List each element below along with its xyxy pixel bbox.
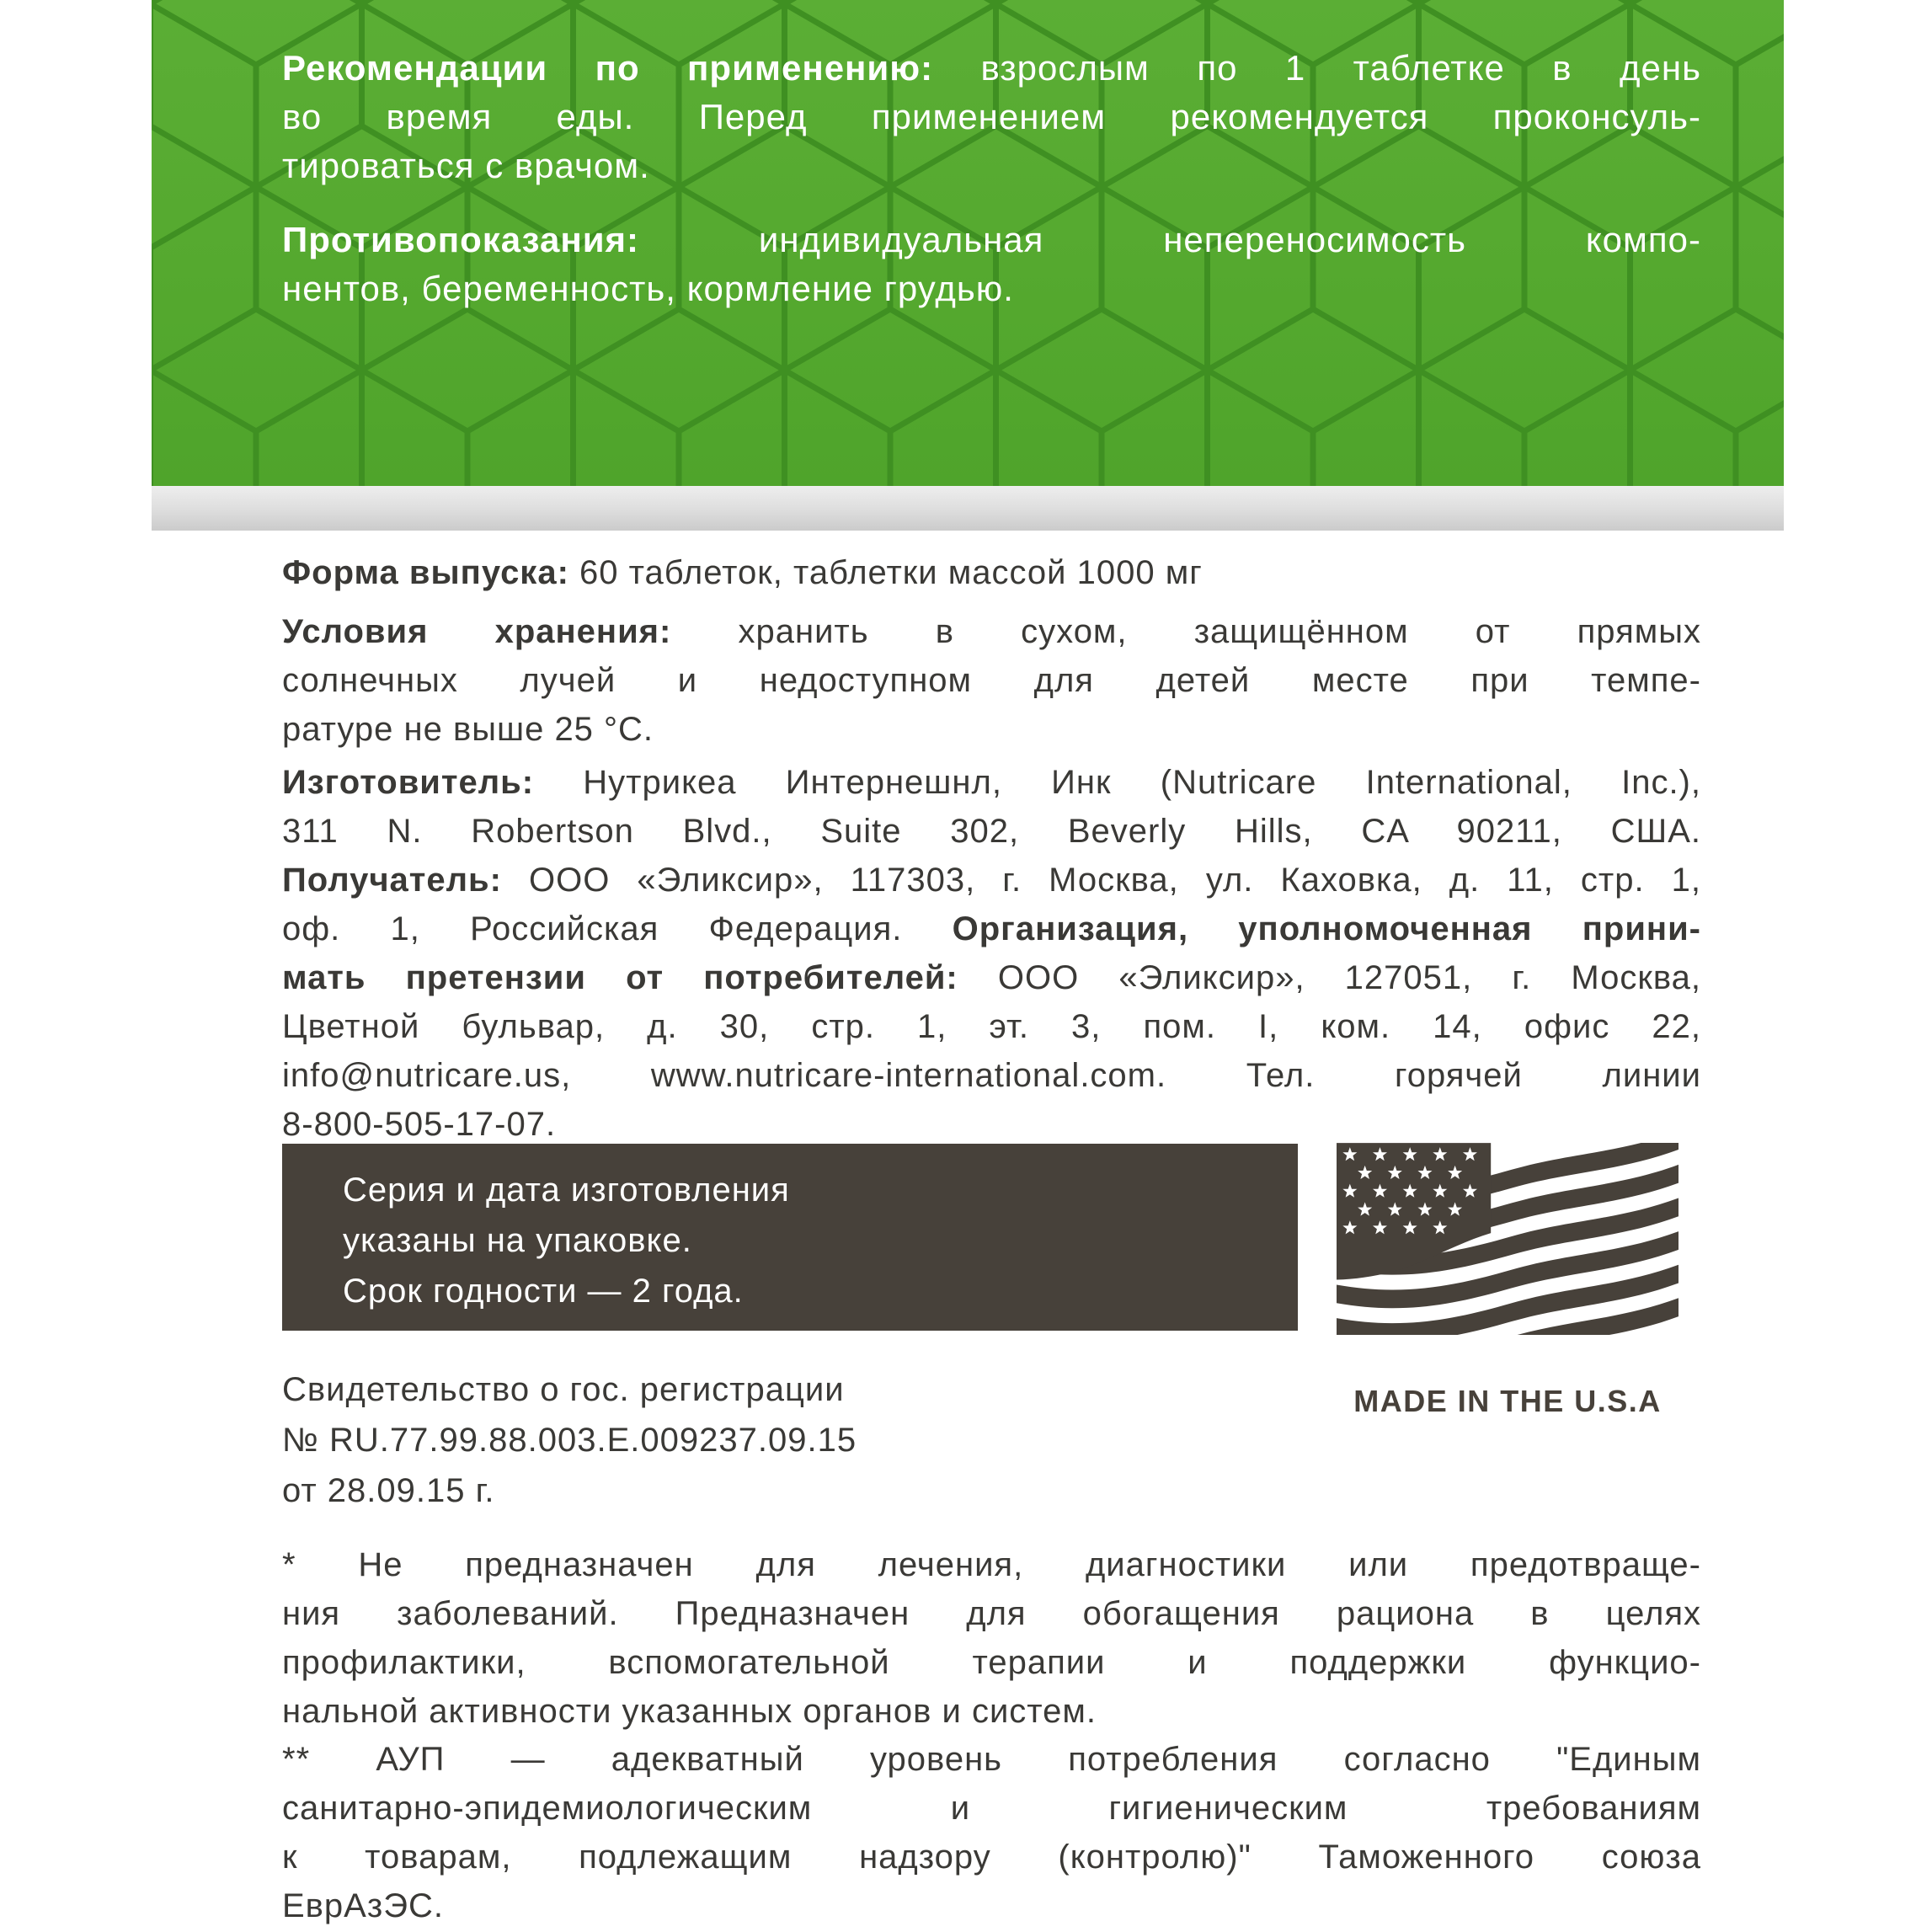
text-line: № RU.77.99.88.003.E.009237.09.15 xyxy=(282,1422,857,1459)
text-line: Форма выпуска: 60 таблеток, таблетки массой 1000 мг xyxy=(282,554,1203,591)
text-line: ния заболеваний. Предназначен для обогащения рациона в целях xyxy=(282,1595,1701,1632)
text-line: указаны на упаковке. xyxy=(343,1222,692,1259)
text-line: солнечных лучей и недоступном для детей месте при темпе- xyxy=(282,662,1701,699)
serial-info-text xyxy=(343,1165,1264,1316)
recommendations-paragraph xyxy=(282,44,1701,190)
made-in-usa-label: MADE IN THE U.S.A xyxy=(1353,1384,1662,1418)
text-line: оф. 1, Российская Федерация. Организация, уполномоченная прини- xyxy=(282,910,1701,947)
storage-conditions-paragraph xyxy=(282,607,1701,754)
text-line: во время еды. Перед применением рекомендуется проконсуль- xyxy=(282,97,1701,136)
text-line: нальной активности указанных органов и систем. xyxy=(282,1693,1097,1730)
us-flag-icon xyxy=(1337,1143,1678,1335)
registration-certificate xyxy=(282,1364,1293,1516)
text-line: * Не предназначен для лечения, диагностики или предотвраще- xyxy=(282,1546,1701,1583)
text-line: от 28.09.15 г. xyxy=(282,1472,495,1509)
footnote-double-asterisk xyxy=(282,1735,1701,1930)
text-line: ЕврАзЭС. xyxy=(282,1887,444,1924)
text-line: Свидетельство о гос. регистрации xyxy=(282,1371,845,1408)
footnote-asterisk xyxy=(282,1540,1701,1736)
text-line: info@nutricare.us, www.nutricare-international.com. Тел. горячей линии xyxy=(282,1057,1701,1094)
text-line: Получатель: ООО «Эликсир», 117303, г. Москва, ул. Каховка, д. 11, стр. 1, xyxy=(282,862,1701,899)
text-line: ** АУП — адекватный уровень потребления согласно "Единым xyxy=(282,1741,1701,1778)
manufacturer-paragraph xyxy=(282,758,1701,1149)
serial-info-box xyxy=(282,1144,1298,1331)
contraindications-paragraph xyxy=(282,216,1701,313)
text-line: Серия и дата изготовления xyxy=(343,1171,790,1209)
text-line: 8-800-505-17-07. xyxy=(282,1106,557,1143)
text-line: нентов, беременность, кормление грудью. xyxy=(282,269,1014,308)
text-line: Условия хранения: хранить в сухом, защищённом от прямых xyxy=(282,613,1701,650)
text-line: Изготовитель: Нутрикеа Интернешнл, Инк (Nutricare International, Inc.), xyxy=(282,764,1701,801)
text-line: мать претензии от потребителей: ООО «Эликсир», 127051, г. Москва, xyxy=(282,959,1701,996)
divider-strip xyxy=(152,486,1784,531)
text-line: Цветной бульвар, д. 30, стр. 1, эт. 3, пом. I, ком. 14, офис 22, xyxy=(282,1008,1701,1045)
text-line: Срок годности — 2 года. xyxy=(343,1273,744,1310)
made-in-usa-block xyxy=(1337,1143,1678,1419)
banner-text xyxy=(282,44,1701,313)
text-line: ратуре не выше 25 °C. xyxy=(282,711,654,748)
release-form-paragraph xyxy=(282,548,1701,597)
text-line: тироваться с врачом. xyxy=(282,146,650,185)
text-line: к товарам, подлежащим надзору (контролю)" Таможенного союза xyxy=(282,1839,1701,1876)
text-line: профилактики, вспомогательной терапии и поддержки функцио- xyxy=(282,1644,1701,1681)
green-header-band xyxy=(152,0,1784,486)
text-line: 311 N. Robertson Blvd., Suite 302, Beverly Hills, CA 90211, США. xyxy=(282,813,1701,850)
text-line: Рекомендации по применению: взрослым по 1 таблетке в день xyxy=(282,48,1701,88)
text-line: Противопоказания: индивидуальная непереносимость компо- xyxy=(282,220,1701,259)
text-line: санитарно-эпидемиологическим и гигиеническим требованиям xyxy=(282,1790,1701,1827)
